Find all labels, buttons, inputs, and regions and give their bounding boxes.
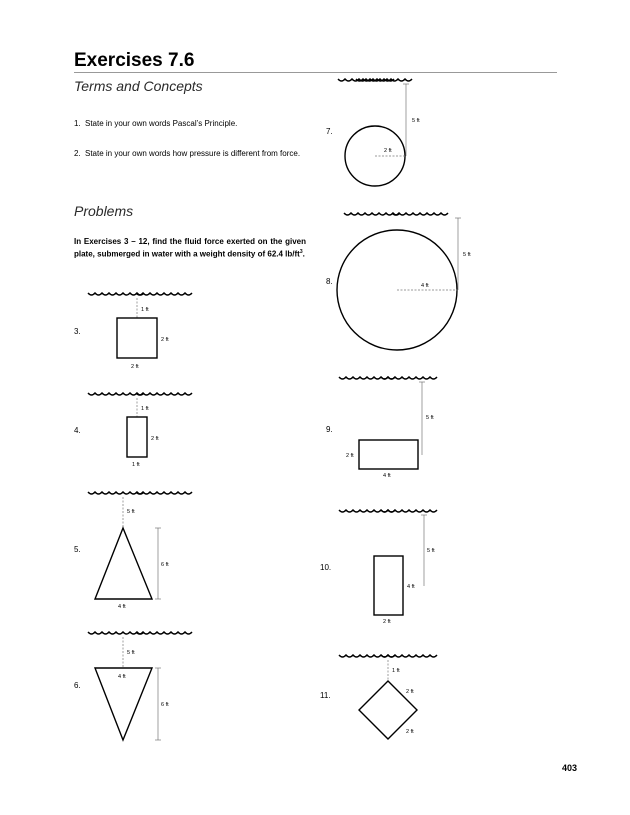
height-label: 2 ft [151, 436, 159, 442]
square-plate [117, 318, 157, 358]
depth-label: 5 ft [127, 509, 135, 515]
figure-5 [88, 492, 192, 610]
figure-3 [88, 293, 192, 370]
question-text: State in your own words Pascal’s Principle. [85, 119, 238, 128]
width-label: 1 ft [132, 462, 140, 468]
width-label: 2 ft [383, 619, 391, 625]
water-surface [88, 632, 144, 634]
depth-label: 1 ft [141, 307, 149, 313]
exercise-3-number: 3. [74, 327, 81, 336]
terms-heading: Terms and Concepts [74, 78, 203, 94]
rectangle-plate [127, 417, 147, 457]
height-label: 6 ft [161, 562, 169, 568]
side-label: 2 ft [161, 337, 169, 343]
water-surface [344, 213, 400, 215]
exercise-8-number: 8. [326, 277, 333, 286]
exercise-6-number: 6. [74, 681, 81, 690]
problems-heading: Problems [74, 203, 134, 219]
exercise-7-number: 7. [326, 127, 333, 136]
water-surface [381, 510, 437, 512]
question-text: State in your own words how pressure is different from force. [85, 149, 301, 158]
exercise-10-number: 10. [320, 563, 332, 572]
figure-11 [339, 655, 437, 739]
section-title: Exercises 7.6 [74, 50, 195, 71]
figure-8 [337, 213, 471, 350]
height-label: 6 ft [161, 702, 169, 708]
depth-label: 5 ft [427, 548, 435, 554]
base-label: 4 ft [118, 604, 126, 610]
figure-9 [339, 377, 437, 479]
height-label: 2 ft [346, 453, 354, 459]
top-label: 4 ft [118, 674, 126, 680]
page-number: 403 [562, 763, 578, 773]
water-surface [88, 293, 144, 295]
instructions-exponent: 3 [299, 249, 303, 255]
water-surface [136, 293, 192, 295]
exercise-5-number: 5. [74, 545, 81, 554]
figure-4 [88, 393, 192, 468]
water-surface [136, 632, 192, 634]
exercise-4-number: 4. [74, 426, 81, 435]
water-surface [88, 492, 144, 494]
exercise-11-number: 11. [320, 691, 331, 700]
instructions-text: In Exercises 3 – 12, find the fluid force exerted on the given plate, submerged in water with a weight density of 62.4 lb/ft [74, 237, 306, 259]
water-surface [381, 655, 437, 657]
radius-label: 2 ft [384, 148, 392, 154]
side-b-label: 2 ft [406, 729, 414, 735]
radius-label: 4 ft [421, 283, 429, 289]
triangle-plate [95, 528, 152, 599]
rectangle-plate [374, 556, 403, 615]
water-surface [136, 393, 192, 395]
water-surface [392, 213, 448, 215]
water-surface [381, 377, 437, 379]
depth-label: 5 ft [463, 252, 471, 258]
depth-label: 5 ft [426, 415, 434, 421]
figure-10 [339, 510, 437, 625]
rectangle-plate [359, 440, 418, 469]
width-label: 4 ft [383, 473, 391, 479]
width-label: 2 ft [131, 364, 139, 370]
water-surface [88, 393, 144, 395]
depth-label: 5 ft [412, 118, 420, 124]
height-label: 4 ft [407, 584, 415, 590]
instructions-end: . [302, 249, 305, 259]
depth-label: 5 ft [127, 650, 135, 656]
side-a-label: 2 ft [406, 689, 414, 695]
depth-label: 1 ft [141, 406, 149, 412]
depth-label: 1 ft [392, 668, 400, 674]
question-number: 2. [74, 149, 81, 158]
figure-7 [338, 79, 420, 186]
question-number: 1. [74, 119, 81, 128]
figure-6 [88, 632, 192, 740]
water-surface [136, 492, 192, 494]
exercise-9-number: 9. [326, 425, 333, 434]
